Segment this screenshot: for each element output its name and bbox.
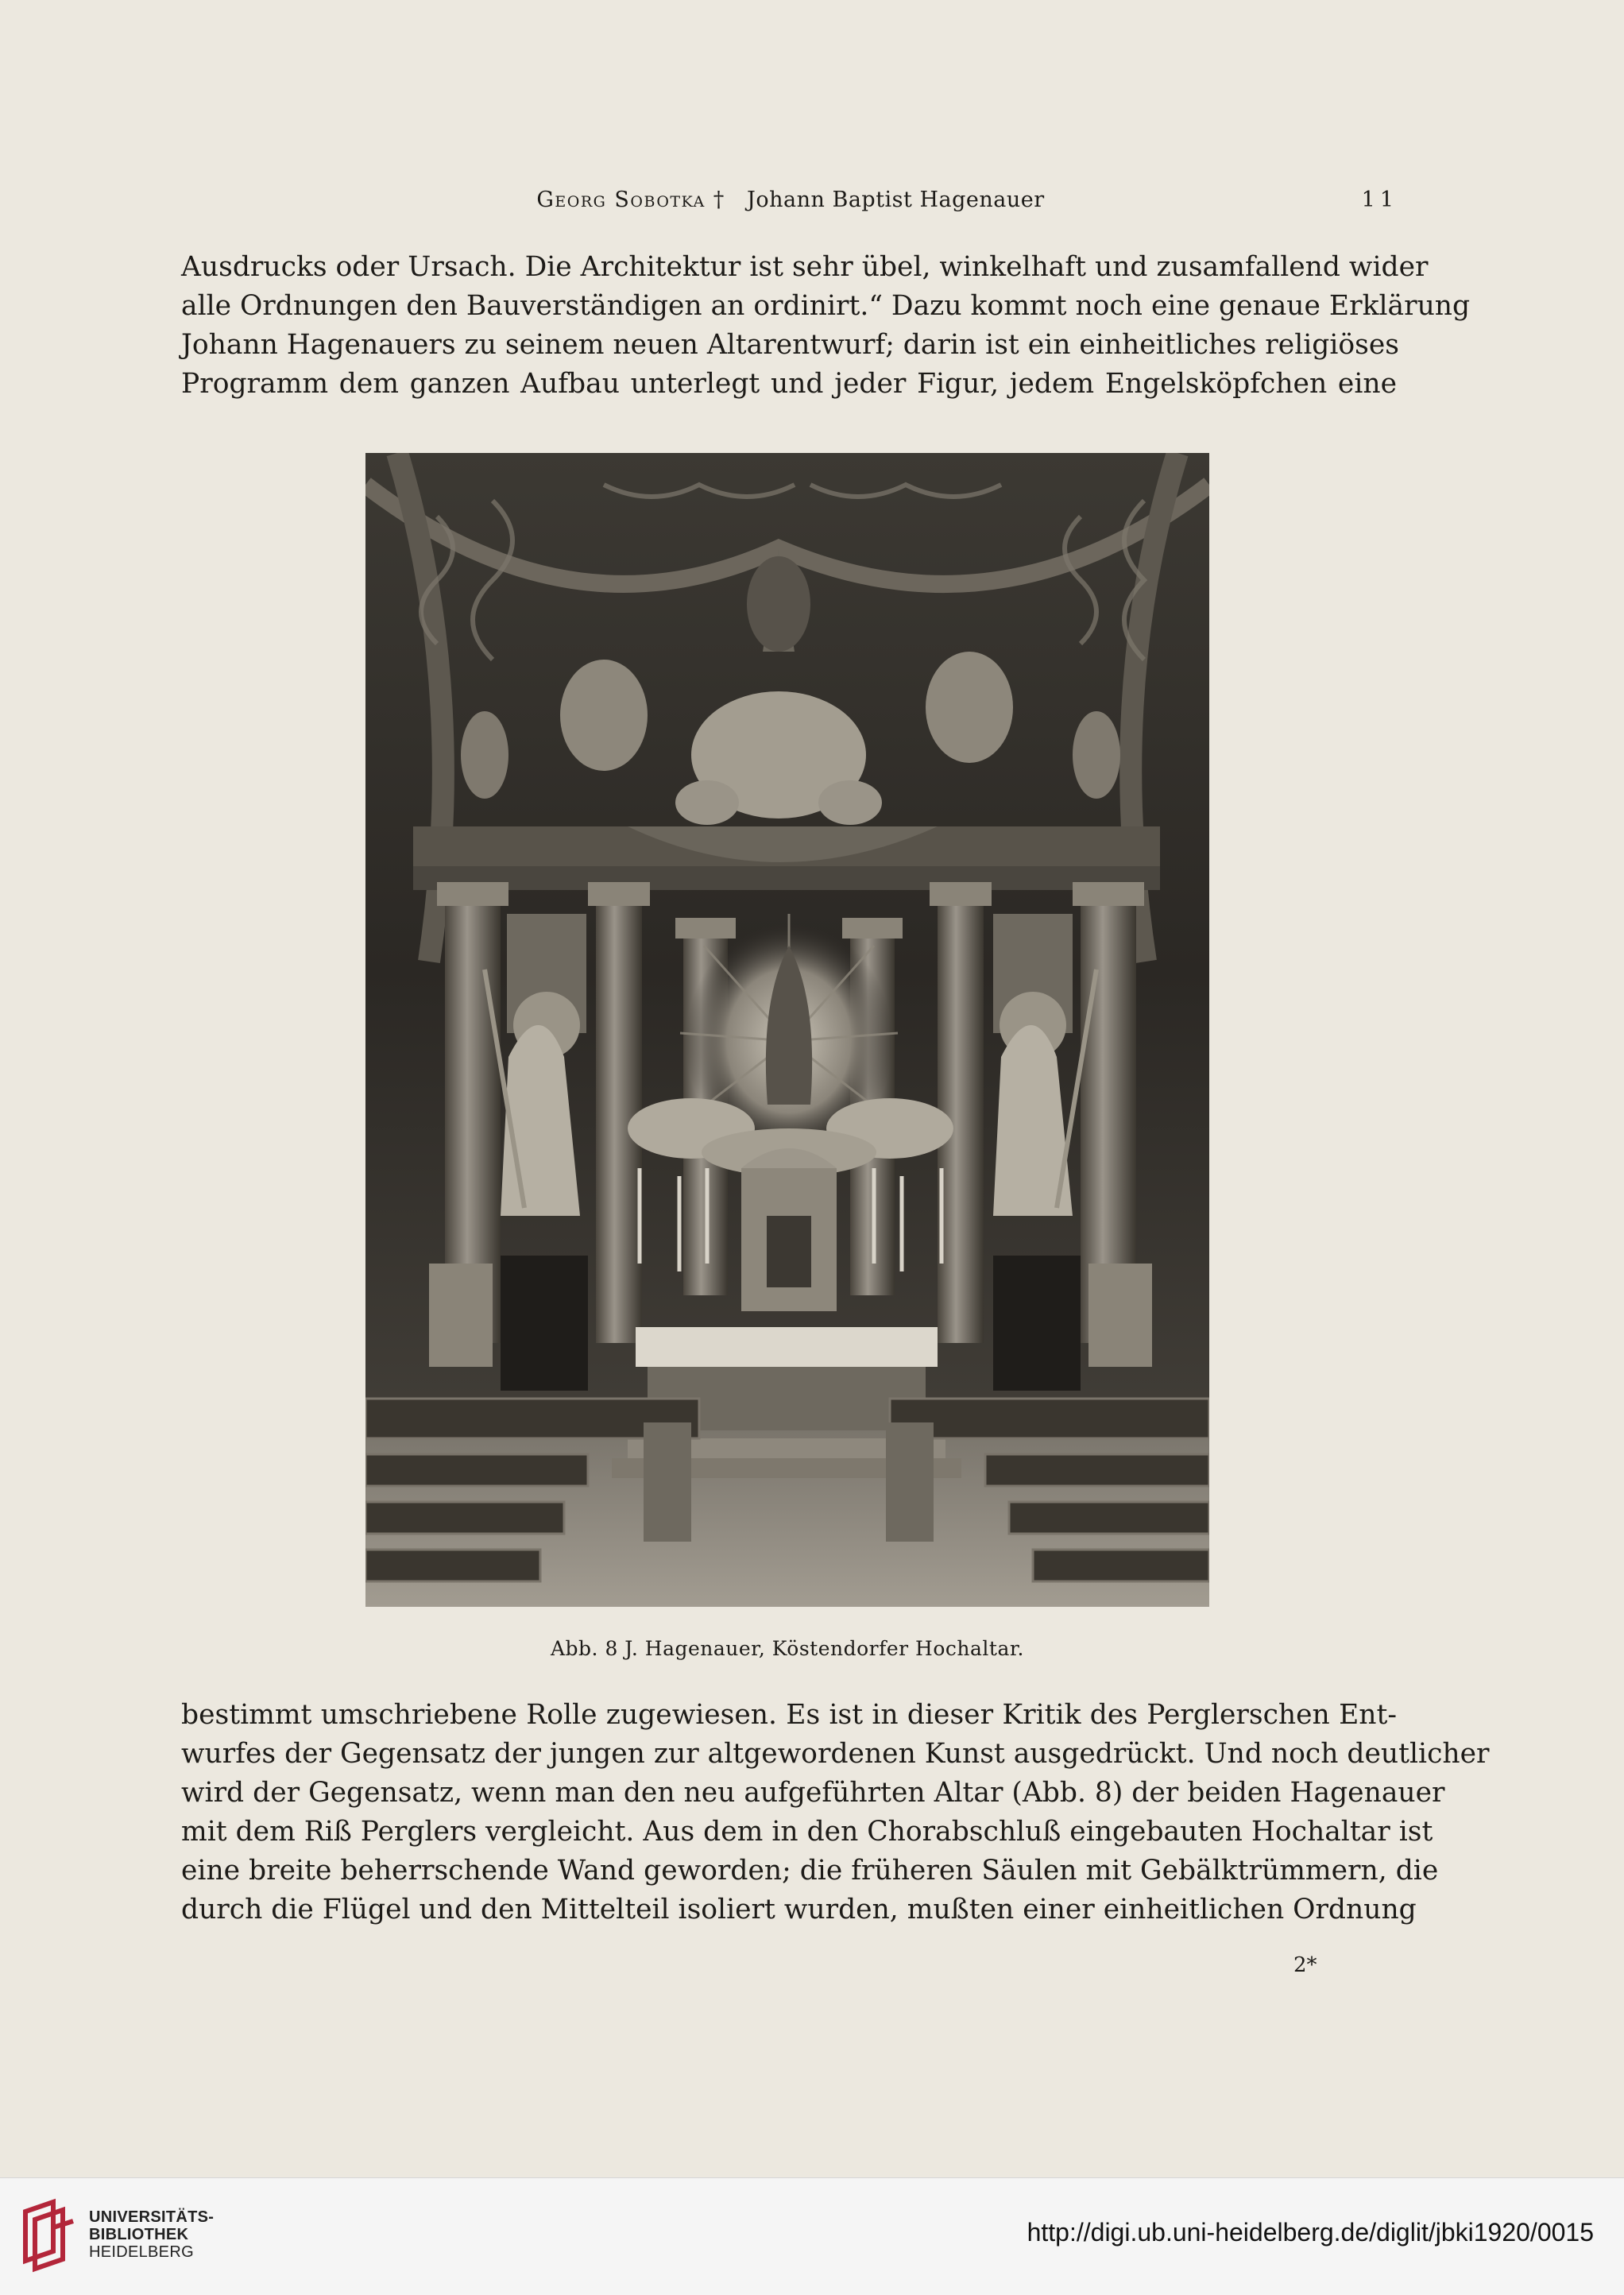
altar-photograph <box>365 453 1209 1607</box>
text-line: durch die Flügel und den Mittelteil isoliert wurden, mußten einer einheitlichen Ordnung <box>181 1894 1417 1925</box>
library-logo-icon[interactable] <box>17 2196 84 2275</box>
page-number: 11 <box>1361 188 1398 212</box>
library-name-line: HEIDELBERG <box>89 2243 194 2261</box>
running-head-author: Georg Sobotka † <box>536 188 725 212</box>
text-line: alle Ordnungen den Bauverständigen an ordinirt.“ Dazu kommt noch eine genaue Erklärung <box>181 290 1471 322</box>
text-line: eine breite beherrschende Wand geworden; die früheren Säulen mit Gebälktrümmern, die <box>181 1855 1439 1887</box>
altar-photograph-image <box>365 453 1209 1607</box>
text-line: wurfes der Gegensatz der jungen zur altgewordenen Kunst ausgedrückt. Und noch deutlicher <box>181 1738 1490 1770</box>
permalink-url[interactable]: http://digi.ub.uni-heidelberg.de/diglit/jbki1920/0015 <box>1027 2218 1594 2247</box>
paragraph-top <box>181 248 1471 404</box>
library-name-line: UNIVERSITÄTS- <box>89 2208 215 2226</box>
text-line: bestimmt umschriebene Rolle zugewiesen. Es ist in dieser Kritik des Perglerschen Ent- <box>181 1699 1397 1731</box>
signature-mark: 2* <box>1293 1953 1317 1977</box>
paragraph-bottom <box>181 1696 1490 1929</box>
text-line: Ausdrucks oder Ursach. Die Architektur ist sehr übel, winkelhaft und zusamfallend wider <box>181 251 1429 283</box>
text-line: wird der Gegensatz, wenn man den neu aufgeführten Altar (Abb. 8) der beiden Hagenauer <box>181 1777 1445 1809</box>
running-head <box>183 188 1398 219</box>
text-line: Programm dem ganzen Aufbau unterlegt und jeder Figur, jedem Engelsköpfchen eine <box>181 368 1397 400</box>
library-name-line: BIBLIOTHEK <box>89 2226 189 2243</box>
figure-caption: Abb. 8 J. Hagenauer, Köstendorfer Hochaltar. <box>550 1637 1025 1660</box>
running-head-title <box>183 188 1398 212</box>
library-footer <box>0 2177 1624 2295</box>
text-line: Johann Hagenauers zu seinem neuen Altarentwurf; darin ist ein einheitliches religiöses <box>181 329 1399 361</box>
library-name <box>89 2208 214 2261</box>
running-head-work: Johann Baptist Hagenauer <box>747 188 1045 212</box>
text-line: mit dem Riß Perglers vergleicht. Aus dem in den Chorabschluß eingebauten Hochaltar ist <box>181 1816 1433 1848</box>
